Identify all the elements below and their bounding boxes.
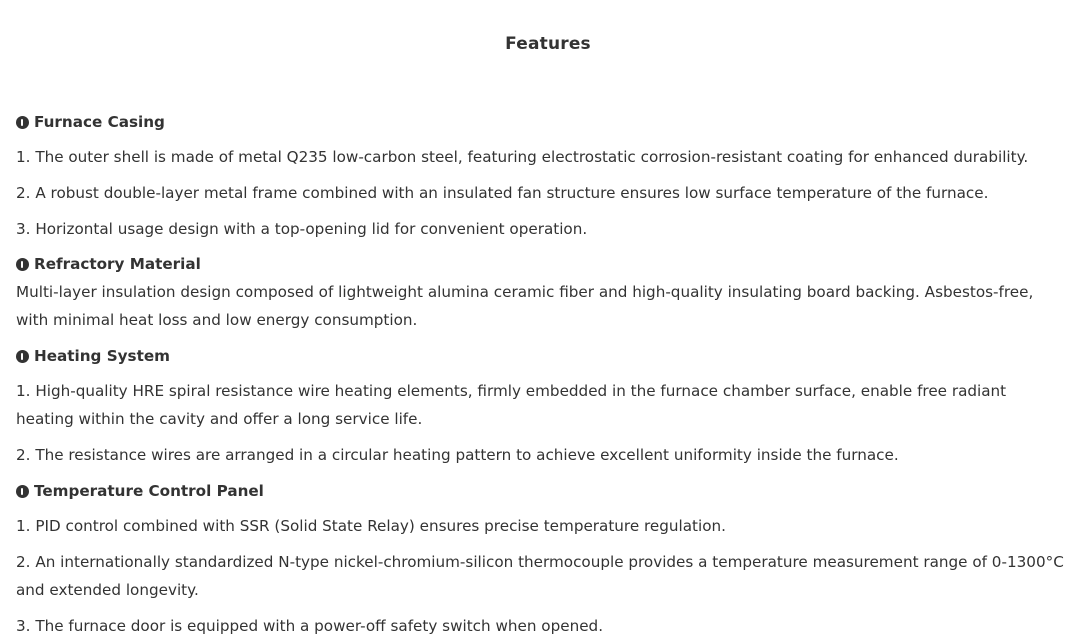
section-heading-refractory-material [16, 250, 1064, 278]
paragraph: 1. High-quality HRE spiral resistance wire heating elements, firmly embedded in the furnace chamber surface, enable free radiant heating within the cavity and offer a long service life. [16, 382, 1007, 428]
paragraph: 2. An internationally standardized N-type nickel-chromium-silicon thermocouple provides a temperature measurement range of 0-1300°C and extended longevity. [16, 553, 1064, 599]
section-heading-label: Refractory Material [34, 255, 201, 273]
paragraph: 1. The outer shell is made of metal Q235 low-carbon steel, featuring electrostatic corrosion-resistant coating for enhanced durability. [16, 148, 1029, 166]
features-content [16, 108, 1064, 640]
page-title: Features [505, 34, 591, 54]
section-heading-label: Heating System [34, 347, 170, 365]
paragraph: 1. PID control combined with SSR (Solid State Relay) ensures precise temperature regulation. [16, 517, 726, 535]
paragraph: 2. The resistance wires are arranged in a circular heating pattern to achieve excellent uniformity inside the furnace. [16, 446, 899, 464]
paragraph: 3. Horizontal usage design with a top-opening lid for convenient operation. [16, 220, 588, 238]
section-heading-label: Temperature Control Panel [34, 482, 264, 500]
section-heading-temperature-control-panel [16, 477, 1064, 505]
circle-bullet-icon [16, 485, 29, 498]
paragraph: 3. The furnace door is equipped with a power-off safety switch when opened. [16, 617, 604, 635]
paragraph: Multi-layer insulation design composed of lightweight alumina ceramic fiber and high-quality insulating board backing. Asbestos-free, with minimal heat loss and low energy consumption. [16, 283, 1034, 329]
section-heading-heating-system [16, 342, 1064, 370]
circle-bullet-icon [16, 258, 29, 271]
circle-bullet-icon [16, 350, 29, 363]
circle-bullet-icon [16, 116, 29, 129]
paragraph: 2. A robust double-layer metal frame combined with an insulated fan structure ensures low surface temperature of the furnace. [16, 184, 989, 202]
section-heading-label: Furnace Casing [34, 113, 165, 131]
section-heading-furnace-casing [16, 108, 1064, 136]
